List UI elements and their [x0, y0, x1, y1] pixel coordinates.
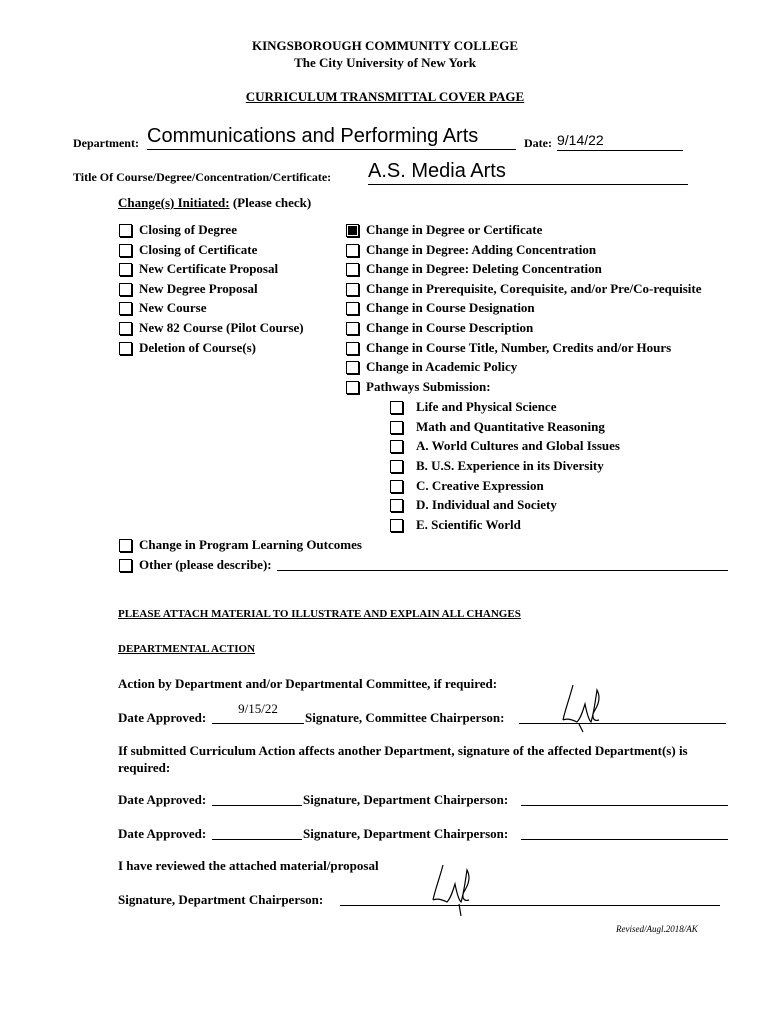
checkbox-unchecked-icon[interactable] [346, 283, 359, 296]
signature-mark [415, 860, 485, 920]
form-title: CURRICULUM TRANSMITTAL COVER PAGE [245, 89, 525, 104]
checkbox-unchecked-icon[interactable] [390, 499, 403, 512]
checkbox-prerequisite[interactable]: Change in Prerequisite, Corequisite, and/or Pre/Co-requisite [346, 281, 701, 297]
department-label: Department: [73, 136, 139, 150]
checkbox-unchecked-icon[interactable] [346, 381, 359, 394]
affected-dept-text: If submitted Curriculum Action affects another Department, signature of the affected Department(s) is required: [118, 743, 688, 775]
checkbox-deletion-course[interactable]: Deletion of Course(s) [119, 340, 256, 356]
changes-heading: Change(s) Initiated: (Please check) [118, 195, 312, 210]
title-field[interactable]: A.S. Media Arts [368, 158, 688, 185]
checkbox-pathways-scientific[interactable]: E. Scientific World [390, 517, 521, 533]
checkbox-pathways-us-experience[interactable]: B. U.S. Experience in its Diversity [390, 458, 604, 474]
checkbox-unchecked-icon[interactable] [346, 302, 359, 315]
college-name: KINGSBOROUGH COMMUNITY COLLEGE [251, 38, 519, 53]
final-signature-label: Signature, Department Chairperson: [118, 892, 324, 907]
dept-signature-field-2[interactable] [521, 805, 728, 806]
checkbox-unchecked-icon[interactable] [119, 302, 132, 315]
department-field[interactable]: Communications and Performing Arts [147, 123, 516, 150]
reviewed-text: I have reviewed the attached material/proposal [118, 858, 379, 873]
checkbox-pathways-individual[interactable]: D. Individual and Society [390, 497, 557, 513]
title-label: Title Of Course/Degree/Concentration/Certificate: [73, 170, 332, 184]
checkbox-program-outcomes[interactable]: Change in Program Learning Outcomes [119, 537, 362, 553]
checkbox-academic-policy[interactable]: Change in Academic Policy [346, 359, 517, 375]
checkbox-course-description[interactable]: Change in Course Description [346, 320, 533, 336]
checkbox-course-designation[interactable]: Change in Course Designation [346, 300, 535, 316]
action-text: Action by Department and/or Departmental Committee, if required: [118, 676, 498, 691]
date-approved-label-2: Date Approved: [118, 792, 207, 807]
checkbox-new-degree[interactable]: New Degree Proposal [119, 281, 258, 297]
checkbox-checked-icon[interactable] [346, 224, 359, 237]
date-label: Date: [524, 136, 552, 150]
checkbox-unchecked-icon[interactable] [119, 263, 132, 276]
checkbox-unchecked-icon[interactable] [390, 421, 403, 434]
checkbox-unchecked-icon[interactable] [119, 224, 132, 237]
date-approved-line [212, 723, 304, 724]
other-describe-field[interactable] [277, 570, 728, 571]
dept-signature-label-2: Signature, Department Chairperson: [303, 792, 509, 807]
date-field[interactable]: 9/14/22 [557, 130, 683, 151]
checkbox-unchecked-icon[interactable] [119, 559, 132, 572]
checkbox-unchecked-icon[interactable] [390, 460, 403, 473]
checkbox-pathways[interactable]: Pathways Submission: [346, 379, 491, 395]
dept-signature-field-3[interactable] [521, 839, 728, 840]
dept-signature-label-3: Signature, Department Chairperson: [303, 826, 509, 841]
checkbox-unchecked-icon[interactable] [346, 263, 359, 276]
checkbox-closing-degree[interactable]: Closing of Degree [119, 222, 237, 238]
checkbox-unchecked-icon[interactable] [390, 440, 403, 453]
committee-signature-label: Signature, Committee Chairperson: [305, 710, 505, 725]
attach-notice: PLEASE ATTACH MATERIAL TO ILLUSTRATE AND EXPLAIN ALL CHANGES [118, 608, 521, 620]
final-signature-field[interactable] [340, 905, 720, 906]
checkbox-closing-certificate[interactable]: Closing of Certificate [119, 242, 257, 258]
checkbox-unchecked-icon[interactable] [119, 244, 132, 257]
checkbox-unchecked-icon[interactable] [390, 480, 403, 493]
checkbox-unchecked-icon[interactable] [119, 322, 132, 335]
checkbox-unchecked-icon[interactable] [390, 401, 403, 414]
checkbox-unchecked-icon[interactable] [346, 361, 359, 374]
checkbox-new-82-course[interactable]: New 82 Course (Pilot Course) [119, 320, 304, 336]
checkbox-adding-concentration[interactable]: Change in Degree: Adding Concentration [346, 242, 596, 258]
checkbox-unchecked-icon[interactable] [346, 322, 359, 335]
checkbox-unchecked-icon[interactable] [119, 539, 132, 552]
date-approved-label: Date Approved: [118, 710, 207, 725]
checkbox-pathways-math[interactable]: Math and Quantitative Reasoning [390, 419, 605, 435]
checkbox-unchecked-icon[interactable] [346, 244, 359, 257]
checkbox-unchecked-icon[interactable] [119, 342, 132, 355]
checkbox-pathways-life-science[interactable]: Life and Physical Science [390, 399, 556, 415]
date-approved-field-3[interactable] [212, 839, 302, 840]
revised-note: Revised/Augl.2018/AK [616, 924, 698, 934]
date-approved-field-2[interactable] [212, 805, 302, 806]
checkbox-unchecked-icon[interactable] [390, 519, 403, 532]
checkbox-change-degree-certificate[interactable]: Change in Degree or Certificate [346, 222, 542, 238]
date-approved-label-3: Date Approved: [118, 826, 207, 841]
checkbox-unchecked-icon[interactable] [346, 342, 359, 355]
checkbox-pathways-world-cultures[interactable]: A. World Cultures and Global Issues [390, 438, 620, 454]
checkbox-new-course[interactable]: New Course [119, 300, 207, 316]
date-approved-value[interactable]: 9/15/22 [238, 701, 278, 716]
university-name: The City University of New York [294, 55, 476, 70]
checkbox-new-certificate[interactable]: New Certificate Proposal [119, 261, 278, 277]
checkbox-course-title[interactable]: Change in Course Title, Number, Credits and/or Hours [346, 340, 671, 356]
signature-mark [545, 680, 615, 740]
checkbox-deleting-concentration[interactable]: Change in Degree: Deleting Concentration [346, 261, 602, 277]
checkbox-other[interactable]: Other (please describe): [119, 557, 272, 573]
checkbox-unchecked-icon[interactable] [119, 283, 132, 296]
checkbox-pathways-creative[interactable]: C. Creative Expression [390, 478, 544, 494]
departmental-action-heading: DEPARTMENTAL ACTION [118, 643, 256, 655]
